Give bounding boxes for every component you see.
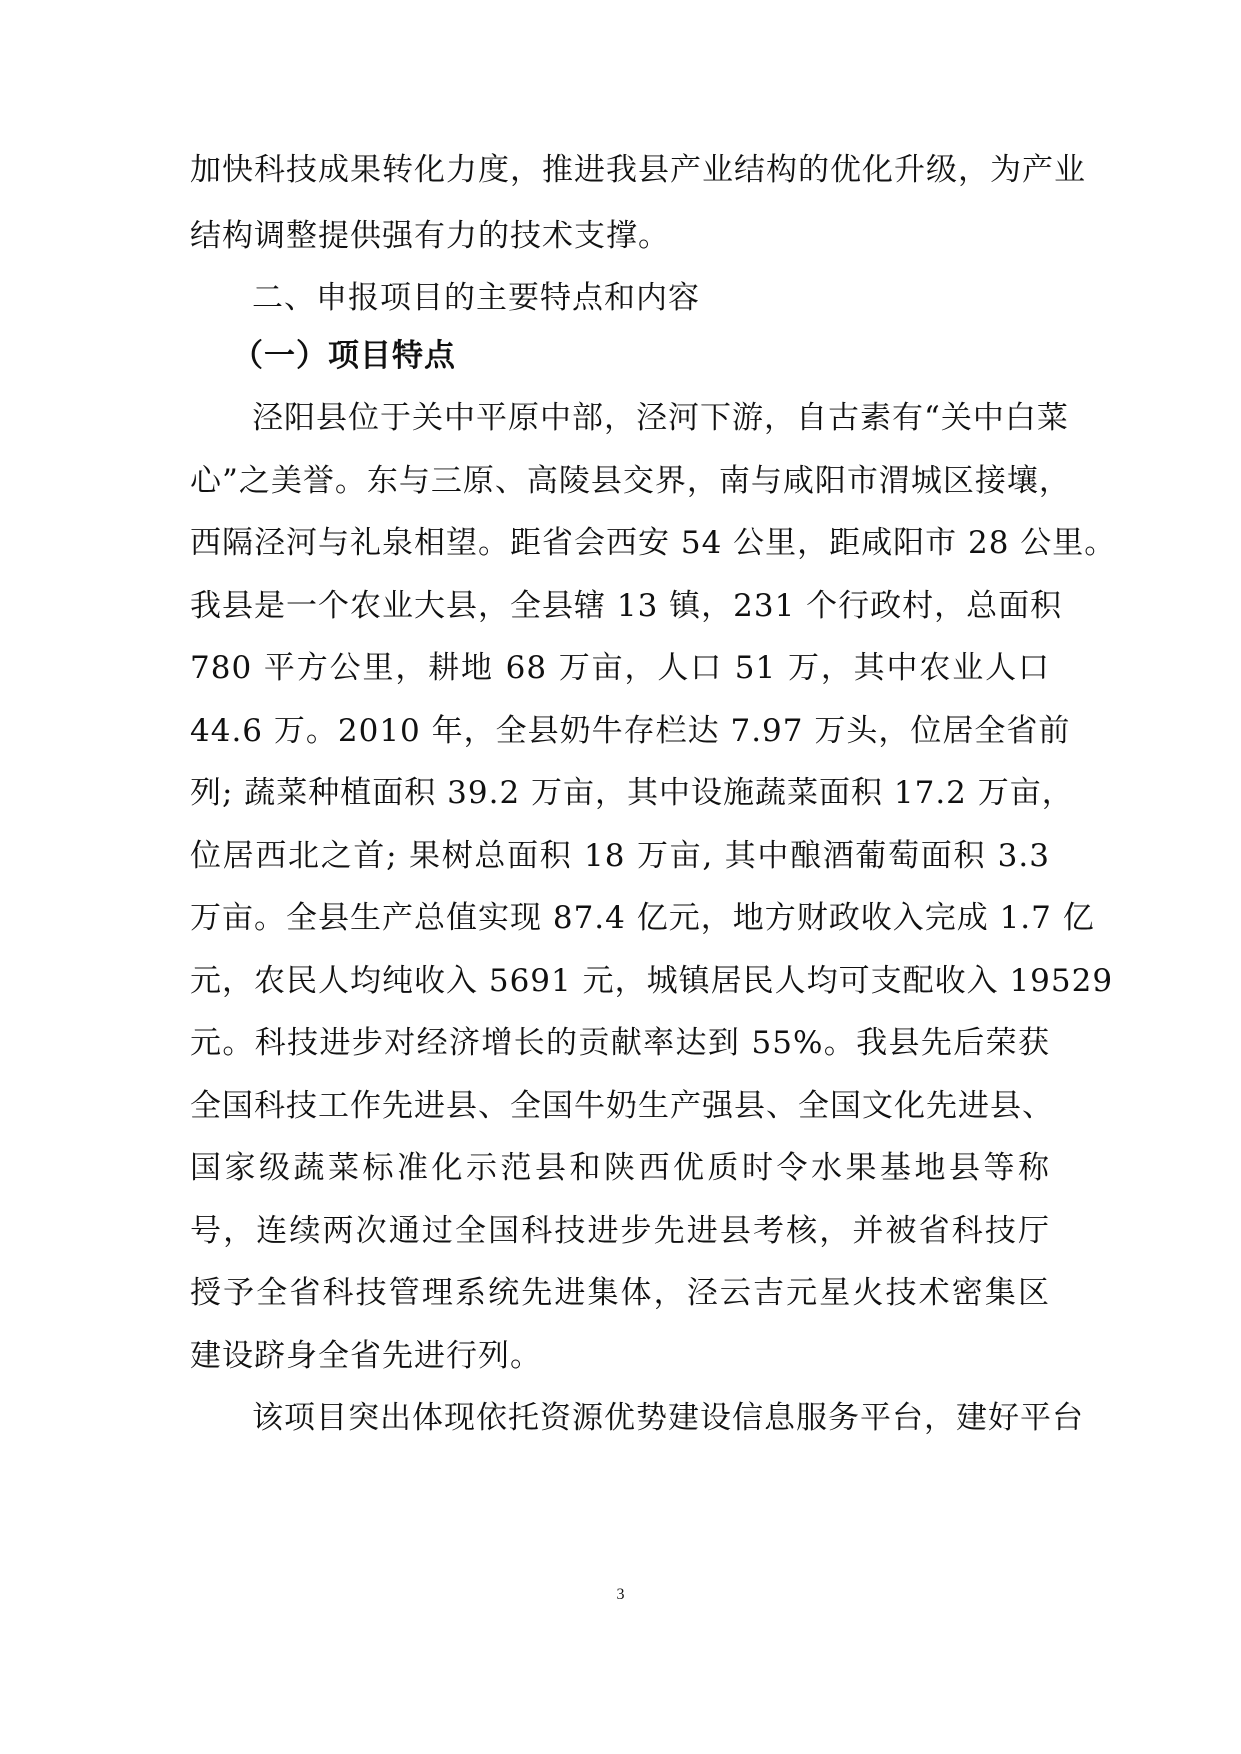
paragraph1-line-8: 位居西北之首; 果树总面积 18 万亩, 其中酿酒葡萄面积 3.3: [190, 838, 1050, 874]
paragraph1-line-1: 泾阳县位于关中平原中部，泾河下游，自古素有“关中白菜: [252, 400, 1069, 436]
paragraph1-line-3: 西隔泾河与礼泉相望。距省会西安 54 公里，距咸阳市 28 公里。: [190, 525, 1117, 561]
paragraph1-line-7: 列; 蔬菜种植面积 39.2 万亩，其中设施蔬菜面积 17.2 万亩，: [190, 775, 1074, 811]
paragraph1-line-9: 万亩。全县生产总值实现 87.4 亿元，地方财政收入完成 1.7 亿: [190, 900, 1095, 936]
paragraph1-line-11: 元。科技进步对经济增长的贡献率达到 55%。我县先后荣获: [190, 1025, 1050, 1061]
paragraph1-line-16: 建设跻身全省先进行列。: [190, 1338, 542, 1374]
paragraph1-line-6: 44.6 万。2010 年，全县奶牛存栏达 7.97 万头，位居全省前: [190, 713, 1071, 749]
paragraph1-line-5: 780 平方公里，耕地 68 万亩，人口 51 万，其中农业人口: [190, 650, 1050, 686]
subsection-heading: （一）项目特点: [232, 338, 456, 374]
paragraph1-line-10: 元，农民人均纯收入 5691 元，城镇居民人均可支配收入 19529: [190, 963, 1114, 999]
paragraph2-line-1: 该项目突出体现依托资源优势建设信息服务平台，建好平台: [252, 1400, 1084, 1436]
paragraph1-line-4: 我县是一个农业大县，全县辖 13 镇，231 个行政村，总面积: [190, 588, 1063, 624]
paragraph1-line-15: 授予全省科技管理系统先进集体，泾云吉元星火技术密集区: [190, 1275, 1050, 1311]
page-number: 3: [616, 1586, 625, 1603]
paragraph1-line-13: 国家级蔬菜标准化示范县和陕西优质时令水果基地县等称: [190, 1150, 1050, 1186]
paragraph1-line-12: 全国科技工作先进县、全国牛奶生产强县、全国文化先进县、: [190, 1088, 1054, 1124]
paragraph1-line-14: 号，连续两次通过全国科技进步先进县考核，并被省科技厅: [190, 1213, 1050, 1249]
section-heading: 二、申报项目的主要特点和内容: [252, 280, 700, 316]
intro-line-2: 结构调整提供强有力的技术支撑。: [190, 218, 670, 254]
paragraph1-line-2: 心”之美誉。东与三原、高陵县交界，南与咸阳市渭城区接壤，: [190, 463, 1071, 499]
intro-line-1: 加快科技成果转化力度，推进我县产业结构的优化升级，为产业: [190, 152, 1086, 188]
